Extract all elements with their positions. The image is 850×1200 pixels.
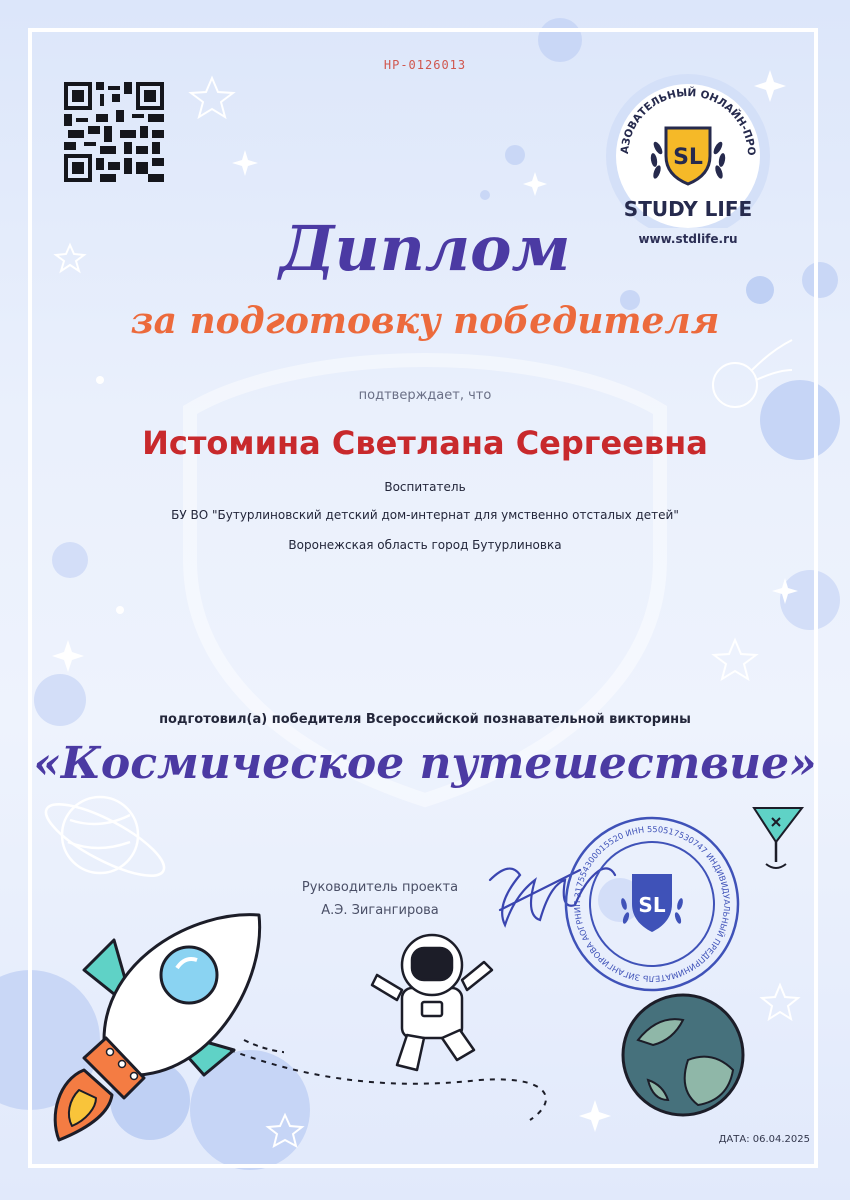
diploma-title: Диплом — [279, 212, 571, 285]
logo-shield-text: SL — [673, 145, 703, 170]
flag-icon — [748, 802, 808, 882]
official-stamp — [560, 812, 744, 996]
quiz-name: «Космическое путешествие» — [33, 738, 817, 789]
recipient-name: Истомина Светлана Сергеевна — [142, 424, 708, 462]
logo-brand-text: STUDY LIFE — [623, 197, 753, 221]
website-url: www.stdlife.ru — [638, 232, 738, 246]
recipient-organization: БУ ВО "Бутурлиновский детский дом-интернат для умственно отсталых детей" — [171, 508, 679, 522]
confirm-text: подтверждает, что — [358, 388, 492, 403]
qr-code-icon — [64, 82, 164, 182]
astronaut-icon — [362, 930, 502, 1080]
achievement-text: подготовил(а) победителя Всероссийской познавательной викторины — [159, 712, 691, 727]
serial-number: НР-0126013 — [383, 58, 467, 72]
diploma-subtitle: за подготовку победителя — [130, 300, 720, 342]
stamp-ring-text: ОГРНИП 317554300015520 ИНН 550517530747 ИНДИВИДУАЛЬНЫЙ ПРЕДПРИНИМАТЕЛЬ ЗИГАНГИРОВА АНАСТАСИЯ — [571, 823, 733, 985]
planet-earth-icon — [618, 990, 748, 1120]
issue-date: ДАТА: 06.04.2025 — [718, 1134, 810, 1145]
logo-arc-text: АЗОВАТЕЛЬНЫЙ ОНЛАЙН-ПРО — [618, 86, 758, 157]
stamp-shield-text: SL — [638, 893, 666, 917]
recipient-position: Воспитатель — [384, 480, 466, 494]
recipient-region: Воронежская область город Бутурлиновка — [288, 538, 562, 552]
signer-role: Руководитель проекта — [301, 880, 459, 895]
signer-name: А.Э. Зигангирова — [321, 903, 439, 918]
planet-saturn-icon — [40, 770, 180, 900]
